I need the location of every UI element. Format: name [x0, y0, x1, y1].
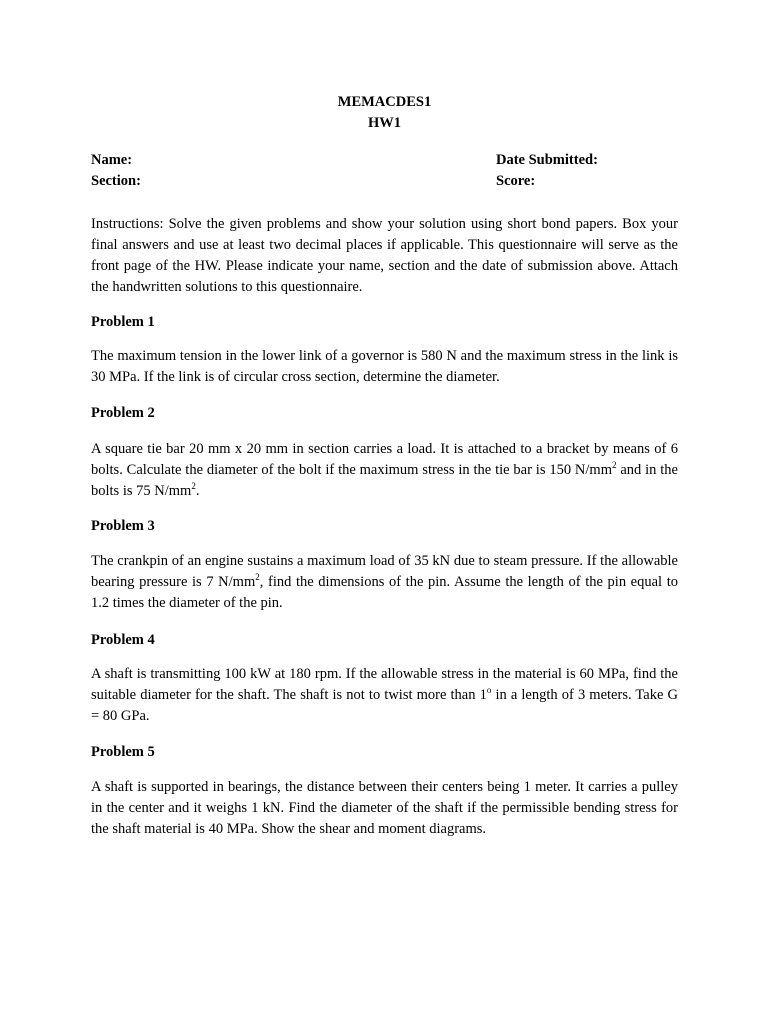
problem-3-text: The crankpin of an engine sustains a maximum load of 35 kN due to steam pressure. If the allowable bearing pressure is 7 $N/mm^2$, find the dimensions of the pin. Assume the length of the pin equal to 1.2 times the diameter of the pin. — [91, 553, 678, 611]
problem-1-text: The maximum tension in the lower link of a governor is 580 N and the maximum stress in the link is 30 MPa. If the link is of circular cross section, determine the diameter. — [91, 348, 678, 385]
course-code: MEMACDES1 — [337, 94, 432, 110]
instructions-paragraph: Instructions: Solve the given problems and show your solution using short bond papers. Box your final answers and use at least two decimal places if applicable. This questionnaire will serve as the front page of the HW. Please indicate your name, section and the date of submission above. Attach the handwritten solutions to this questionnaire. — [91, 216, 678, 295]
score-label: Score: — [496, 173, 536, 189]
section-label: Section: — [91, 173, 141, 189]
problem-2-title: Problem 2 — [91, 405, 155, 421]
problem-4-title: Problem 4 — [91, 632, 155, 648]
name-label: Name: — [91, 152, 133, 168]
problem-5-title: Problem 5 — [91, 744, 155, 760]
problem-5-text: A shaft is supported in bearings, the distance between their centers being 1 meter. It carries a pulley in the center and it weighs 1 kN. Find the diameter of the shaft if the permissible bending stress for the shaft material is 40 MPa. Show the shear and moment diagrams. — [91, 779, 678, 837]
assignment-title: HW1 — [367, 115, 402, 131]
date-submitted-label: Date Submitted: — [496, 152, 598, 168]
problem-1-title: Problem 1 — [91, 314, 155, 330]
problem-4-text: A shaft is transmitting 100 kW at 180 rpm. If the allowable stress in the material is 60 MPa, find the suitable diameter for the shaft. The shaft is not to twist more than 1$^o$ in a length of 3 meters. Take G = 80 GPa. — [91, 666, 678, 724]
problem-3-title: Problem 3 — [91, 518, 155, 534]
problem-2-text: A square tie bar 20 mm x 20 mm in section carries a load. It is attached to a bracket by means of 6 bolts. Calculate the diameter of the bolt if the maximum stress in the tie bar is 150 $N/mm^2$ and in the bolts is 75 $N/mm^2$. — [91, 441, 678, 499]
